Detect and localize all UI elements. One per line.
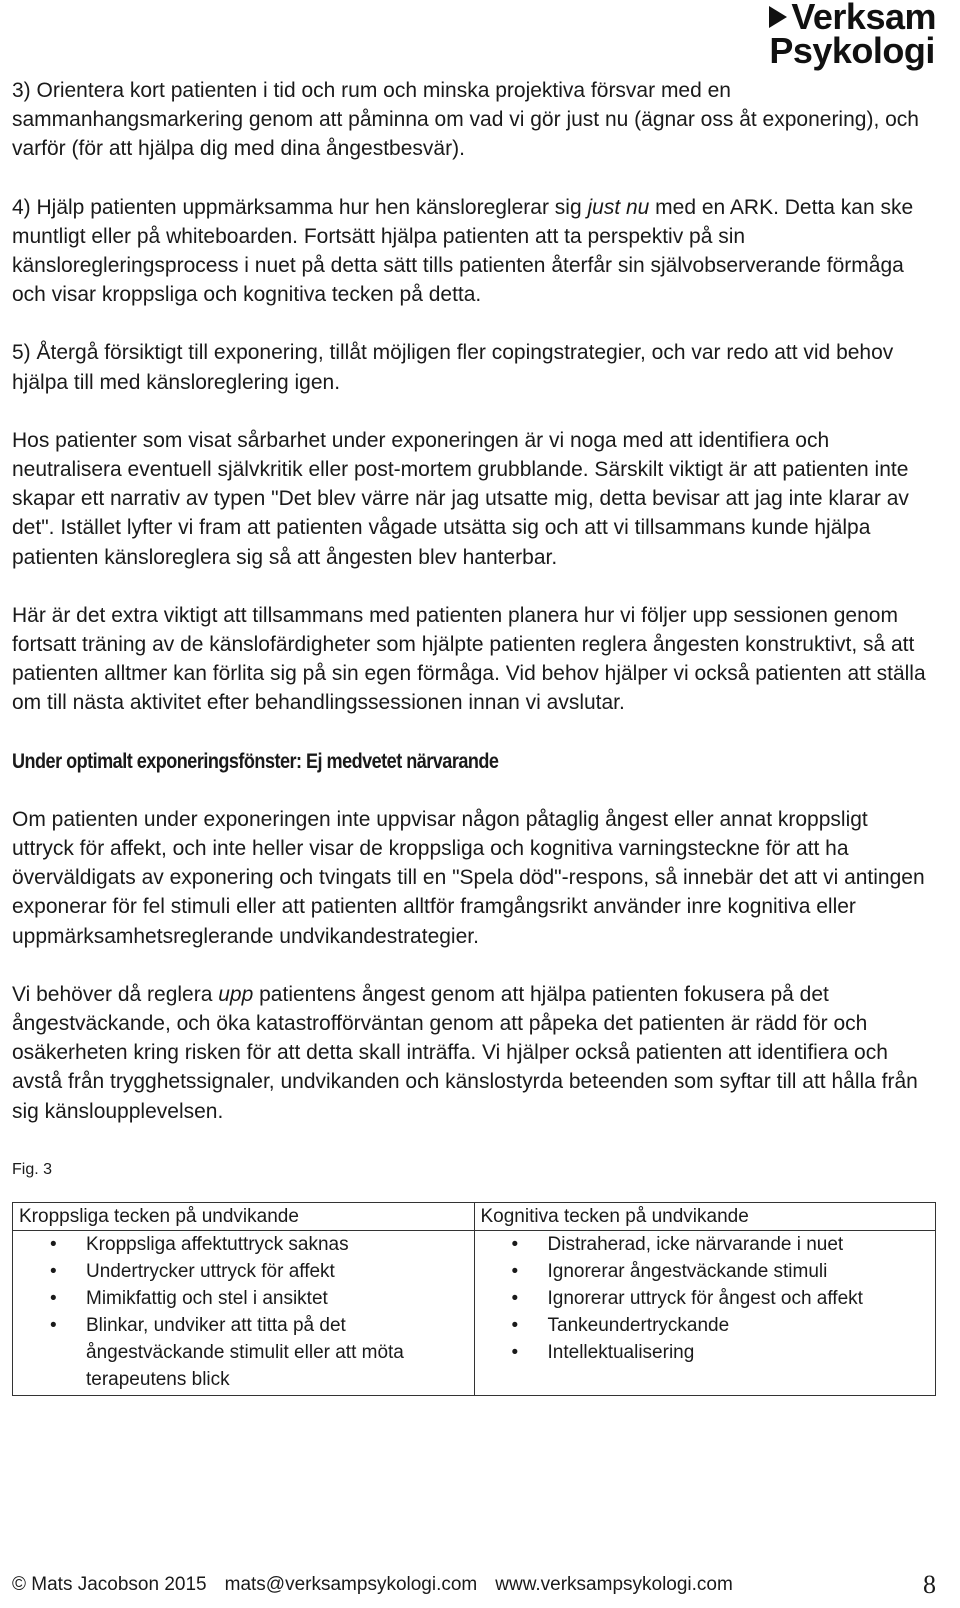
list-item: • Kroppsliga affektuttryck saknas (19, 1231, 468, 1258)
logo-line-1: Verksam (791, 0, 936, 37)
page-number: 8 (923, 1570, 936, 1599)
figure-label: Fig. 3 (12, 1160, 53, 1178)
paragraph-step-3: 3) Orientera kort patienten i tid och rum och minska projektiva försvar med en sammanhangsmarkering genom att påminna om vad vi gör just nu (ägnar oss åt exponering), och varför (för att hjälpa dig med dina ångestbesvär). (12, 79, 919, 161)
section-heading: Under optimalt exponeringsfönster: Ej medvetet närvarande (12, 749, 499, 773)
paragraph-step-5: 5) Återgå försiktigt till exponering, tillåt möjligen fler copingstrategier, och var redo att vid behov hjälpa till med känsloreglering igen. (12, 341, 894, 394)
footer-website-link[interactable]: www.verksampsykologi.com (495, 1574, 733, 1595)
brand-logo (769, 0, 936, 71)
document-body (12, 76, 932, 1396)
list-item: • Mimikfattig och stel i ansiktet (19, 1285, 468, 1312)
cognitive-signs-cell (474, 1231, 936, 1396)
list-item: • Undertrycker uttryck för affekt (19, 1258, 468, 1285)
list-item: • Intellektualisering (481, 1339, 930, 1366)
step-4-text-end: med en ARK. Detta kan ske muntligt eller på whiteboarden. Fortsätt hjälpa patienten att ta perspektiv på sin känsloregleringsprocess i nuet på detta sätt tills patienten återfår sin självobserverande förmåga och visar kroppsliga och kognitiva tecken på detta. (12, 195, 914, 307)
list-item: • Distraherad, icke närvarande i nuet (481, 1231, 930, 1258)
paragraph-planning: Här är det extra viktigt att tillsammans med patienten planera hur vi följer upp sessionen genom fortsatt träning av de känslofärdigheter som hjälpte patienten reglera ångesten konstruktivt, så att patienten alltmer kan förlita sig på sin egen förmåga. Vid behov hjälper vi också patienten att ställa om till nästa aktivitet efter behandlingssessionen innan vi avslutar. (12, 603, 926, 715)
logo-line-2: Psykologi (769, 30, 935, 71)
paragraph-step-4 (12, 193, 932, 310)
bodily-signs-list (19, 1231, 468, 1393)
footer-copyright: © Mats Jacobson 2015 (12, 1574, 207, 1595)
table-header-row (13, 1203, 936, 1231)
table-header-cognitive: Kognitiva tecken på undvikande (474, 1203, 936, 1231)
footer-email-link[interactable]: mats@verksampsykologi.com (224, 1574, 478, 1595)
step-4-text-start: 4) Hjälp patienten uppmärksamma hur hen känsloreglerar sig (12, 195, 588, 219)
paragraph-regulate-up (12, 980, 932, 1126)
list-item: • Blinkar, undviker att titta på det ångestväckande stimulit eller att möta terapeutens blick (19, 1312, 468, 1393)
table-row (13, 1231, 936, 1396)
paragraph-vulnerability: Hos patienter som visat sårbarhet under exponeringen är vi noga med att identifiera och neutralisera eventuell självkritik eller post-mortem grubblande. Särskilt viktigt är att patienten inte skapar ett narrativ av typen "Det blev värre när jag utsatte mig, detta bevisar att jag inte klarar av det". Istället lyfter vi fram att patienten vågade utsätta sig och att vi tillsammans kunde hjälpa patienten känsloreglera sig så att ångesten blev hanterbar. (12, 428, 909, 569)
bodily-signs-cell (13, 1231, 475, 1396)
list-item: • Tankeundertryckande (481, 1312, 930, 1339)
list-item: • Ignorerar ångestväckande stimuli (481, 1258, 930, 1285)
paragraph-no-anxiety: Om patienten under exponeringen inte uppvisar någon påtaglig ångest eller annat kroppsligt uttryck för affekt, och inte heller visar de kroppsliga och kognitiva varningsteckne för att ha överväldigats av exponering och tvingats till en "Spela död"-respons, så innebär det att vi antingen exponerar för fel stimuli eller att patienten alltför framgångsrikt använder inre kognitiva eller uppmärksamhetsreglerande undvikandestrategier. (12, 807, 925, 948)
step-4-emphasis: just nu (587, 195, 650, 219)
cognitive-signs-list (481, 1231, 930, 1366)
list-item: • Ignorerar uttryck för ångest och affekt (481, 1285, 930, 1312)
page-footer (12, 1574, 932, 1596)
regulate-text-start: Vi behöver då reglera (12, 982, 219, 1006)
play-triangle-icon (769, 6, 787, 28)
avoidance-signs-table (12, 1202, 936, 1396)
regulate-emphasis: upp (218, 982, 254, 1006)
regulate-text-end: patientens ångest genom att hjälpa patienten fokusera på det ångestväckande, och öka katastrofförväntan genom att påpeka det patienten är rädd för och osäkerheten kring risken för att detta skall inträffa. Vi hjälper också patienten att identifiera och avstå från trygghetssignaler, undvikanden och känslostyrda beteenden som syftar till att hålla från sig känsloupplevelsen. (12, 982, 918, 1123)
table-header-bodily: Kroppsliga tecken på undvikande (13, 1203, 475, 1231)
